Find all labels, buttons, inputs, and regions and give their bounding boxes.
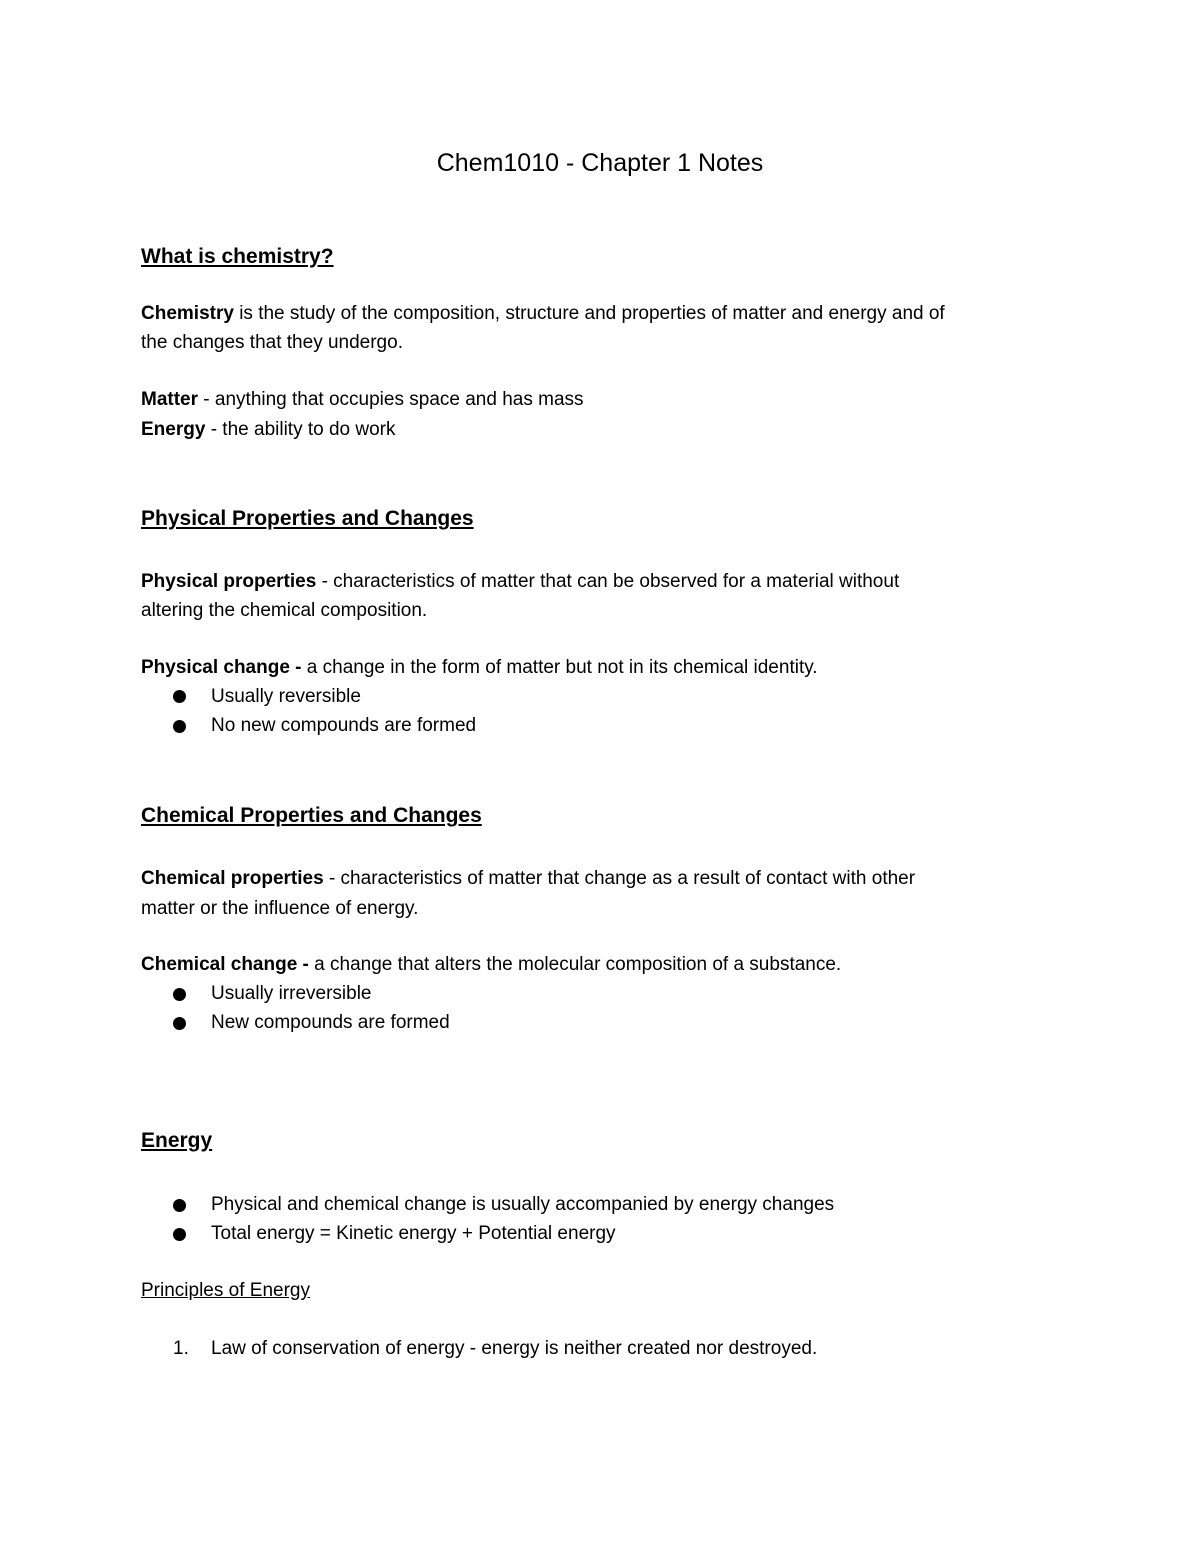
chemical-change-definition bbox=[141, 951, 841, 979]
energy-definition-text: - the ability to do work bbox=[205, 419, 396, 440]
chemical-change-text: a change that alters the molecular composition of a substance. bbox=[314, 954, 842, 975]
physical-change-text: a change in the form of matter but not in its chemical identity. bbox=[306, 657, 818, 678]
subheading-principles-of-energy: Principles of Energy bbox=[141, 1280, 310, 1301]
chemistry-term: Chemistry bbox=[141, 303, 234, 324]
heading-energy: Energy bbox=[141, 1129, 213, 1152]
list-number: 1. bbox=[173, 1338, 189, 1359]
chemical-properties-line2: matter or the influence of energy. bbox=[141, 898, 419, 919]
list-item: New compounds are formed bbox=[211, 1012, 450, 1033]
energy-definition bbox=[141, 416, 396, 444]
physical-properties-text: - characteristics of matter that can be observed for a material without bbox=[316, 571, 900, 592]
physical-properties-term: Physical properties bbox=[141, 571, 317, 592]
chemical-change-term: Chemical change - bbox=[141, 954, 315, 975]
physical-properties-line2: altering the chemical composition. bbox=[141, 600, 428, 621]
physical-change-definition bbox=[141, 654, 818, 682]
bullet-icon bbox=[173, 1017, 186, 1030]
list-item: No new compounds are formed bbox=[211, 715, 477, 736]
list-item: Usually irreversible bbox=[211, 983, 372, 1004]
heading-what-is-chemistry: What is chemistry? bbox=[141, 245, 334, 268]
energy-term: Energy bbox=[141, 419, 206, 440]
chemical-properties-term: Chemical properties bbox=[141, 868, 324, 889]
matter-term: Matter bbox=[141, 389, 199, 410]
chemistry-definition-line1 bbox=[141, 300, 945, 328]
numbered-list-item: Law of conservation of energy - energy is neither created nor destroyed. bbox=[211, 1338, 818, 1359]
bullet-icon bbox=[173, 720, 186, 733]
list-item: Physical and chemical change is usually accompanied by energy changes bbox=[211, 1194, 835, 1215]
matter-definition-text: - anything that occupies space and has mass bbox=[198, 389, 584, 410]
chemistry-definition-line2: the changes that they undergo. bbox=[141, 332, 403, 353]
matter-definition bbox=[141, 386, 584, 414]
physical-change-term: Physical change - bbox=[141, 657, 307, 678]
heading-chemical-properties: Chemical Properties and Changes bbox=[141, 804, 482, 827]
page-title: Chem1010 - Chapter 1 Notes bbox=[436, 149, 764, 177]
bullet-icon bbox=[173, 690, 186, 703]
chemical-properties-text: - characteristics of matter that change as a result of contact with other bbox=[323, 868, 916, 889]
chemistry-definition-text: is the study of the composition, structure and properties of matter and energy and of bbox=[233, 303, 945, 324]
list-item: Usually reversible bbox=[211, 686, 361, 707]
chemical-properties-line1 bbox=[141, 865, 915, 893]
heading-physical-properties: Physical Properties and Changes bbox=[141, 507, 474, 530]
physical-properties-line1 bbox=[141, 568, 899, 596]
bullet-icon bbox=[173, 988, 186, 1001]
bullet-icon bbox=[173, 1199, 186, 1212]
list-item: Total energy = Kinetic energy + Potential energy bbox=[211, 1223, 616, 1244]
bullet-icon bbox=[173, 1228, 186, 1241]
